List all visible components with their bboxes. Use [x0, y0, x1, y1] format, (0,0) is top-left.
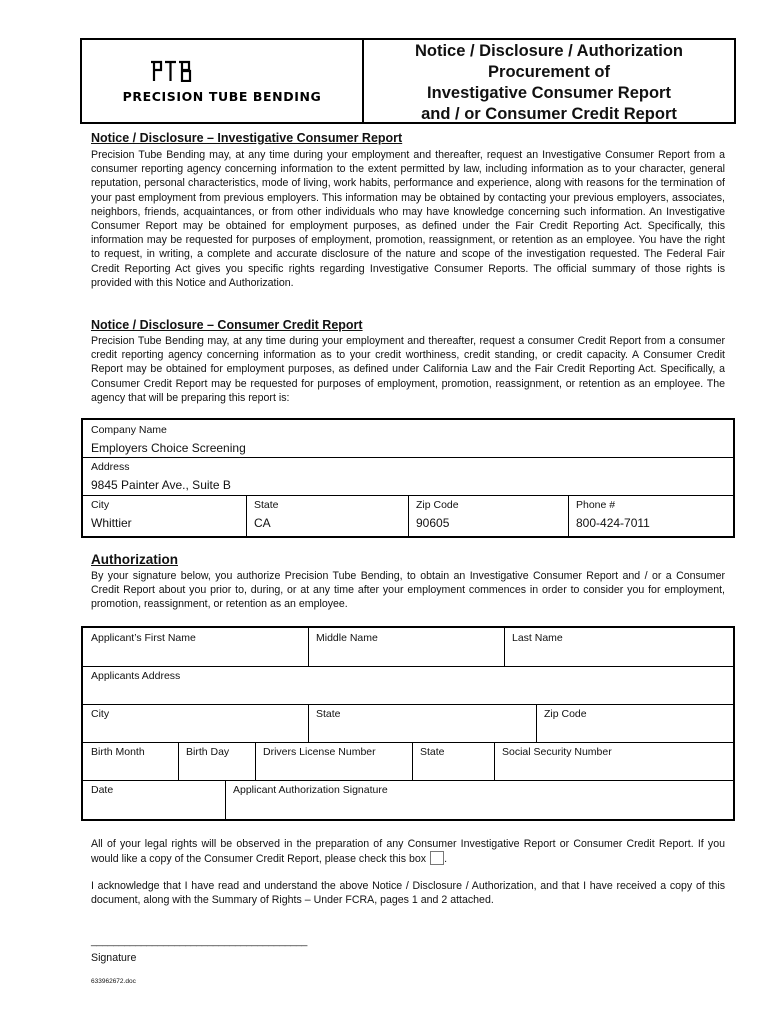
applicant-zip-field[interactable] — [536, 704, 733, 742]
rights-text-end: . — [444, 853, 448, 866]
birth-day-field[interactable] — [178, 742, 255, 780]
address-label: Address — [91, 461, 130, 473]
title-line: Notice / Disclosure / Authorization — [414, 42, 683, 60]
agency-address-field — [83, 457, 733, 495]
credit-report-text: Precision Tube Bending may, at any time during your employment and thereafter, request a consumer Credit Report from a consumer credit reporting agency concerning information as to your credit worthiness, credit standing, or credit capacity. A Consumer Credit Report may be obtained for employment purposes, as defined under California Law and the Fair Credit Reporting Act. Specifically, a Consumer Credit Report may be requested for purposes of employment, promotion, reassignment, or retention as an employee. The agency that will be preparing this report is: — [91, 335, 725, 404]
city-value: Whittier — [91, 516, 132, 530]
birth-day-label: Birth Day — [186, 746, 230, 758]
state-label: State — [254, 499, 279, 511]
company-name-field — [83, 420, 733, 457]
applicant-address-label: Applicants Address — [91, 670, 181, 682]
ptb-logo-icon — [148, 60, 194, 82]
agency-phone-field — [568, 495, 733, 536]
drivers-license-label: Drivers License Number — [263, 746, 376, 758]
acknowledgement-text: I acknowledge that I have read and understand the above Notice / Disclosure / Authorization, and that I have received a copy of this document, along with the Summary of Rights – Under FCRA, pages 1 and 2 attached. — [91, 880, 725, 907]
title-line: Investigative Consumer Report — [427, 84, 671, 102]
applicant-signature-label: Applicant Authorization Signature — [233, 784, 388, 796]
company-name-label: Company Name — [91, 424, 167, 436]
phone-value: 800-424-7011 — [576, 516, 650, 530]
last-name-label: Last Name — [512, 632, 563, 644]
applicant-info-box — [81, 626, 735, 821]
applicant-state-field[interactable] — [308, 704, 536, 742]
applicant-address-field[interactable] — [83, 666, 733, 704]
zip-label: Zip Code — [416, 499, 459, 511]
birth-month-field[interactable] — [83, 742, 178, 780]
form-header — [80, 38, 736, 124]
address-value: 9845 Painter Ave., Suite B — [91, 478, 231, 492]
phone-label: Phone # — [576, 499, 616, 511]
copy-request-checkbox[interactable] — [430, 851, 444, 865]
rights-text: All of your legal rights will be observed in the preparation of any Consumer Investigative Report or Consumer Credit Report. If you would like a copy of the Consumer Credit Report, please check this box — [91, 838, 725, 866]
applicant-zip-label: Zip Code — [544, 708, 587, 720]
authorization-text: By your signature below, you authorize Precision Tube Bending, to obtain an Investigative Consumer Report and / or a Consumer Credit Report about you prior to, during, or at any time after your employment commences in order to consider you for employment, promotion, reassignment, or retention as an employee. — [91, 570, 725, 611]
signature-label: Signature — [91, 952, 137, 964]
logo-text: PRECISION TUBE BENDING — [122, 89, 322, 104]
agency-zip-field — [408, 495, 568, 536]
ssn-field[interactable] — [494, 742, 733, 780]
title-line: Procurement of — [488, 63, 610, 81]
license-state-label: State — [420, 746, 445, 758]
ssn-label: Social Security Number — [502, 746, 612, 758]
authorization-heading: Authorization — [91, 552, 178, 567]
rights-statement — [91, 837, 725, 866]
middle-name-label: Middle Name — [316, 632, 378, 644]
agency-info-box — [81, 418, 735, 538]
title-line: and / or Consumer Credit Report — [421, 105, 677, 123]
applicant-signature-field[interactable] — [225, 780, 733, 819]
first-name-label: Applicant’s First Name — [91, 632, 196, 644]
applicant-state-label: State — [316, 708, 341, 720]
form-title — [364, 40, 734, 123]
middle-name-field[interactable] — [308, 628, 504, 666]
date-field[interactable] — [83, 780, 225, 819]
investigative-report-heading: Notice / Disclosure – Investigative Consumer Report — [91, 131, 403, 145]
city-label: City — [91, 499, 110, 511]
first-name-field[interactable] — [83, 628, 308, 666]
last-name-field[interactable] — [504, 628, 733, 666]
credit-report-heading: Notice / Disclosure – Consumer Credit Report — [91, 318, 363, 332]
applicant-city-field[interactable] — [83, 704, 308, 742]
document-id: 633962672.doc — [91, 978, 136, 985]
agency-city-field — [83, 495, 246, 536]
zip-value: 90605 — [416, 516, 450, 530]
state-value: CA — [254, 516, 271, 530]
license-state-field[interactable] — [412, 742, 494, 780]
agency-state-field — [246, 495, 408, 536]
company-name-value: Employers Choice Screening — [91, 441, 246, 455]
investigative-report-text: Precision Tube Bending may, at any time during your employment and thereafter, request an Investigative Consumer Report from a consumer reporting agency concerning information to the extent permitted by law, including information as to your character, general reputation, personal characteristics, mode of living, work habits, performance and experience, along with reasons for the termination of your past employment from previous employers. This information may be obtained by contacting your previous employers, associates, neighbors, friends, acquaintances, or from other individuals who may have knowledge concerning such information. An Investigative Consumer Report may be obtained for employment purposes, as defined under the Fair Credit Reporting Act. Specifically, this information may be requested for purposes of employment, promotion, reassignment, or retention as an employee. You have the right to request, in writing, a complete and accurate disclosure of the nature and scope of the investigation requested. The Federal Fair Credit Reporting Act gives you specific rights regarding Investigative Consumer Reports. The official summary of those rights is provided with this Notice and Authorization. — [91, 149, 725, 289]
signature-line: _______________________________________ — [91, 935, 308, 947]
date-label: Date — [91, 784, 114, 796]
birth-month-label: Birth Month — [91, 746, 145, 758]
drivers-license-field[interactable] — [255, 742, 412, 780]
applicant-city-label: City — [91, 708, 110, 720]
company-logo — [82, 40, 364, 122]
